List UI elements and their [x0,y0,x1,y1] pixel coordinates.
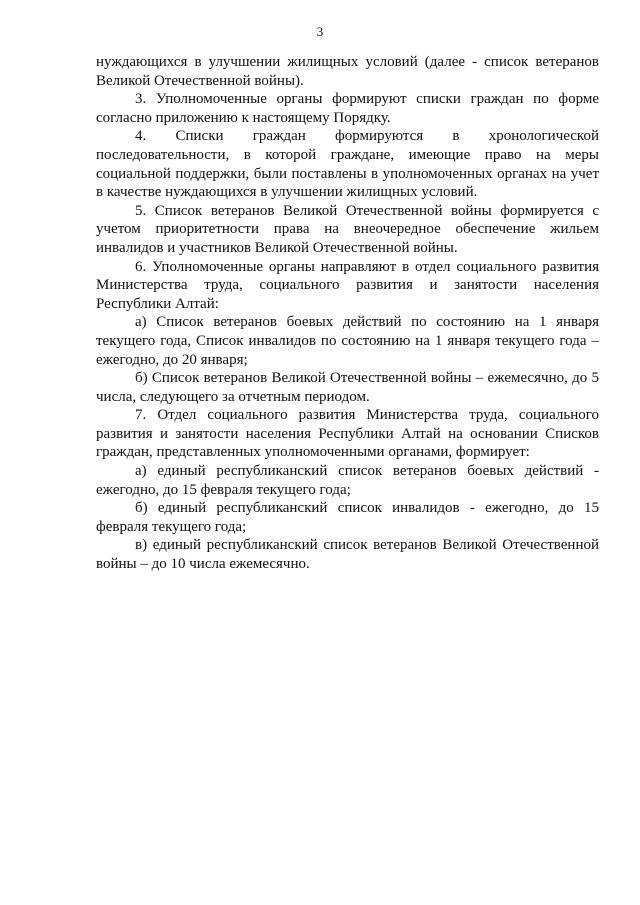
paragraph-3: 3. Уполномоченные органы формируют списки граждан по форме согласно приложению к настоящему Порядку. [96,91,599,126]
paragraph-6b: б) Список ветеранов Великой Отечественной войны – ежемесячно, до 5 числа, следующего за отчетным периодом. [96,370,599,405]
paragraph-6a: а) Список ветеранов боевых действий по состоянию на 1 января текущего года, Список инвалидов по состоянию на 1 января текущего года – ежегодно, до 20 января; [96,314,599,368]
paragraph-7: 7. Отдел социального развития Министерства труда, социального развития и занятости населения Республики Алтай на основании Списков граждан, представленных уполномоченными органами, формирует: [96,407,599,461]
paragraph-5: 5. Список ветеранов Великой Отечественной войны формируется с учетом приоритетности права на внеочередное обеспечение жильем инвалидов и участников Великой Отечественной войны. [96,202,599,256]
paragraph-7b: б) единый республиканский список инвалидов - ежегодно, до 15 февраля текущего года; [96,500,599,535]
paragraph-7c: в) единый республиканский список ветеранов Великой Отечественной войны – до 10 числа ежемесячно. [96,537,599,573]
paragraph-6: 6. Уполномоченные органы направляют в отдел социального развития Министерства труда, социального развития и занятости населения Республики Алтай: [96,258,599,312]
paragraph-7a: а) единый республиканский список ветеранов боевых действий - ежегодно, до 15 февраля текущего года; [96,463,599,498]
paragraph-continuation: нуждающихся в улучшении жилищных условий (далее - список ветеранов Великой Отечественной войны). [96,54,599,89]
paragraph-4: 4. Списки граждан формируются в хронологической последовательности, в которой граждане, имеющие право на меры социальной поддержки, были поставлены в уполномоченных органах на учет в качестве нуждающихся в улучшении жилищных условий. [96,128,599,201]
page-number: 3 [316,24,324,39]
document-body [96,53,599,574]
